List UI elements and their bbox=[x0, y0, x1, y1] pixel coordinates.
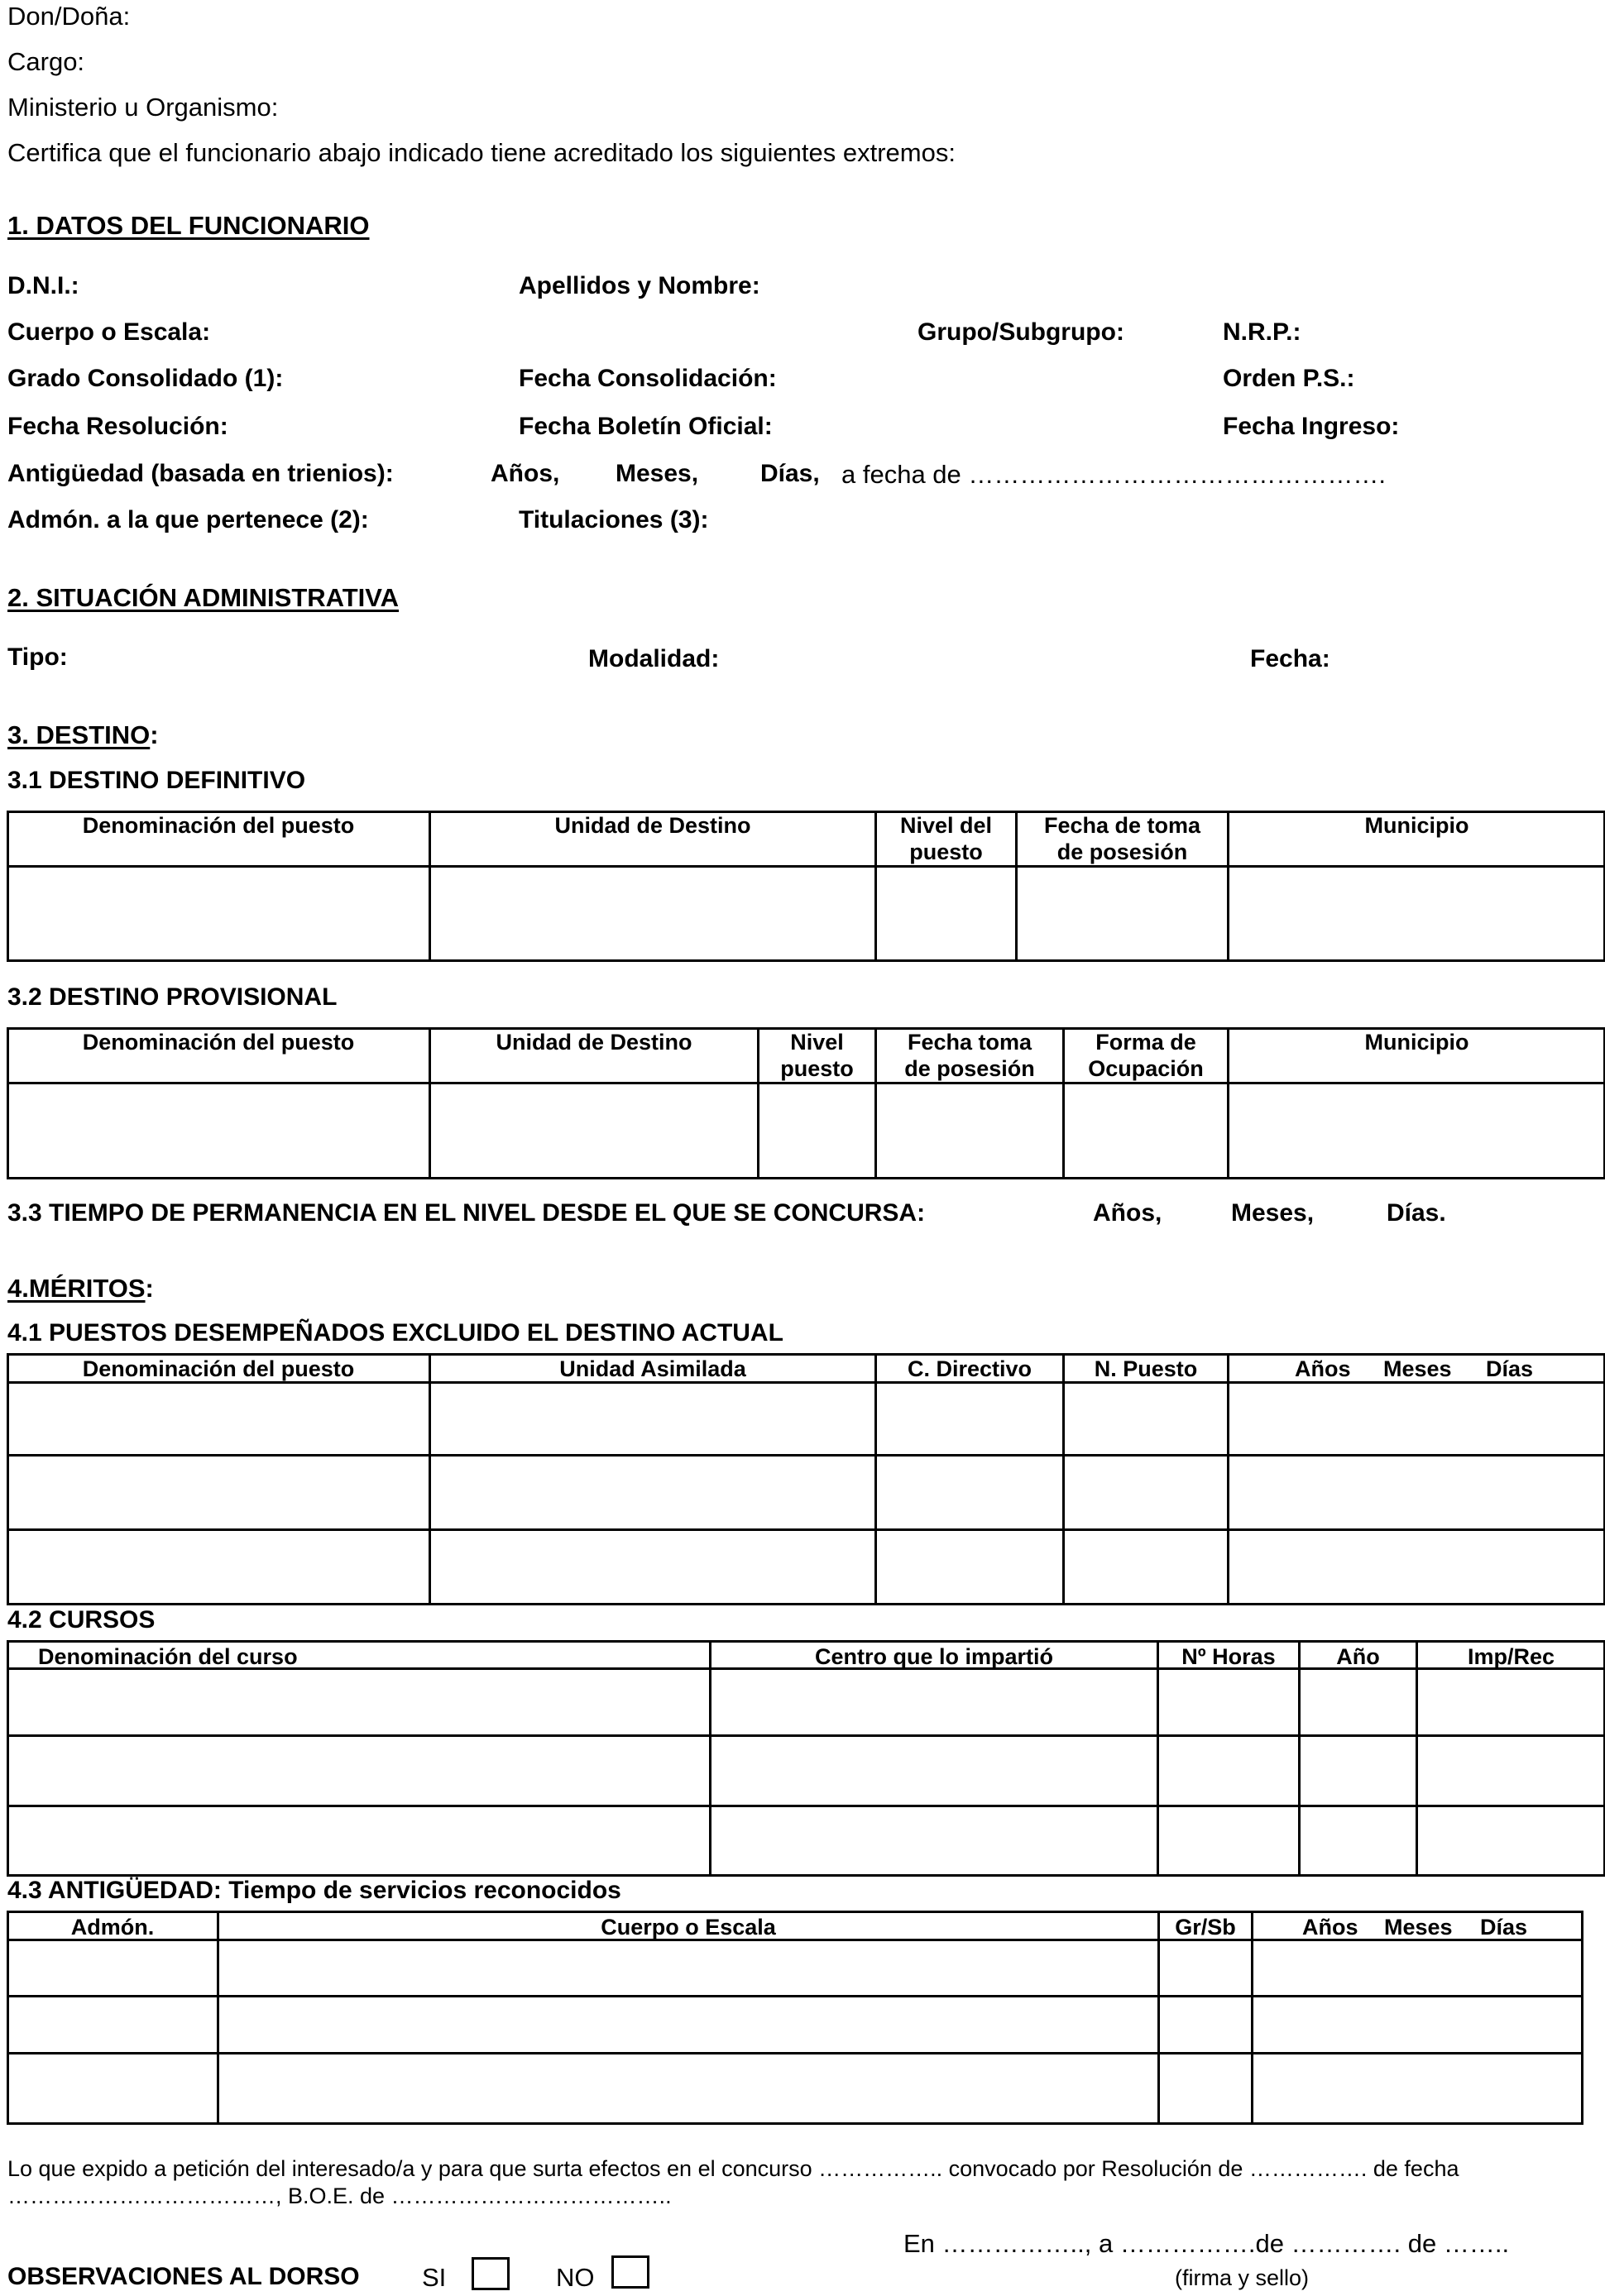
modalidad-label: Modalidad: bbox=[588, 645, 720, 672]
fecha-resolucion-label: Fecha Resolución: bbox=[7, 413, 228, 440]
col-admon: Admón. bbox=[70, 1915, 155, 1940]
section-3-colon: : bbox=[150, 720, 159, 749]
col-anos: Años bbox=[1302, 1915, 1358, 1940]
ministerio-label: Ministerio u Organismo: bbox=[7, 93, 279, 122]
antiguedad-table bbox=[7, 1911, 1583, 2125]
section-4-title bbox=[7, 1275, 154, 1301]
fecha-consolidacion-label: Fecha Consolidación: bbox=[519, 365, 777, 392]
col-forma-2: Ocupación bbox=[1088, 1056, 1204, 1081]
col-fecha-toma-2: de posesión bbox=[904, 1056, 1035, 1081]
col-unidad: Unidad de Destino bbox=[496, 1030, 692, 1055]
observaciones-label: OBSERVACIONES AL DORSO bbox=[7, 2263, 360, 2290]
col-fecha-toma-1: Fecha de toma bbox=[1043, 813, 1201, 838]
col-nivel-2: puesto bbox=[780, 1056, 854, 1081]
don-label: Don/Doña: bbox=[7, 2, 131, 31]
col-municipio: Municipio bbox=[1364, 1030, 1469, 1055]
section-3-title-text: 3. DESTINO bbox=[7, 720, 151, 749]
col-nivel-1: Nivel bbox=[790, 1030, 844, 1055]
permanencia-meses: Meses, bbox=[1231, 1199, 1315, 1227]
no-label: NO bbox=[556, 2263, 595, 2292]
col-cuerpo-escala: Cuerpo o Escala bbox=[601, 1915, 776, 1940]
puestos-title: 4.1 PUESTOS DESEMPEÑADOS EXCLUIDO EL DESTINO ACTUAL bbox=[7, 1319, 783, 1347]
firma-label: (firma y sello) bbox=[1175, 2265, 1310, 2290]
permanencia-title: 3.3 TIEMPO DE PERMANENCIA EN EL NIVEL DESDE EL QUE SE CONCURSA: bbox=[7, 1199, 926, 1227]
dni-label: D.N.I.: bbox=[7, 272, 79, 299]
orden-label: Orden P.S.: bbox=[1223, 365, 1355, 392]
tipo-label: Tipo: bbox=[7, 643, 68, 671]
col-denominacion: Denominación del puesto bbox=[82, 1356, 355, 1381]
col-imp-rec: Imp/Rec bbox=[1467, 1644, 1555, 1669]
lugar-fecha-line: En …………….., a …………….de …………. de …….. bbox=[903, 2229, 1510, 2258]
col-forma-1: Forma de bbox=[1095, 1030, 1196, 1055]
antiguedad-label: Antigüedad (basada en trienios): bbox=[7, 460, 394, 487]
si-label: SI bbox=[422, 2263, 447, 2292]
antiguedad-dias: Días, bbox=[760, 460, 820, 487]
si-checkbox[interactable] bbox=[472, 2257, 510, 2290]
col-ano: Año bbox=[1336, 1644, 1380, 1669]
antiguedad-meses: Meses, bbox=[616, 460, 699, 487]
section-3-title bbox=[7, 722, 159, 748]
fecha-label: Fecha: bbox=[1250, 645, 1330, 672]
admon-label: Admón. a la que pertenece (2): bbox=[7, 506, 369, 533]
certifica-text: Certifica que el funcionario abajo indicado tiene acreditado los siguientes extremos: bbox=[7, 138, 956, 167]
col-nivel-1: Nivel del bbox=[899, 813, 993, 838]
section-1-title: 1. DATOS DEL FUNCIONARIO bbox=[7, 211, 370, 240]
antiguedad-servicios-title: 4.3 ANTIGÜEDAD: Tiempo de servicios reconocidos bbox=[7, 1877, 621, 1904]
col-meses: Meses bbox=[1384, 1915, 1453, 1940]
col-fecha-toma-1: Fecha toma bbox=[907, 1030, 1032, 1055]
col-dias: Días bbox=[1486, 1356, 1534, 1381]
col-municipio: Municipio bbox=[1364, 813, 1469, 838]
col-nivel-2: puesto bbox=[909, 839, 983, 864]
section-4-colon: : bbox=[145, 1274, 154, 1303]
grado-label: Grado Consolidado (1): bbox=[7, 365, 284, 392]
fecha-boletin-label: Fecha Boletín Oficial: bbox=[519, 413, 773, 440]
expido-text-line1: Lo que expido a petición del interesado/a y para que surta efectos en el concurso …………….. convocado por Resolución de ……………. de fecha bbox=[7, 2156, 1459, 2181]
expido-text-line2: ………………………………, B.O.E. de ……………………………….. bbox=[7, 2184, 672, 2208]
antiguedad-anos: Años, bbox=[491, 460, 560, 487]
col-denominacion-curso: Denominación del curso bbox=[38, 1644, 298, 1669]
grupo-label: Grupo/Subgrupo: bbox=[917, 318, 1124, 346]
titulaciones-label: Titulaciones (3): bbox=[519, 506, 709, 533]
col-denominacion: Denominación del puesto bbox=[82, 1030, 355, 1055]
section-4-title-text: 4.MÉRITOS bbox=[7, 1274, 146, 1303]
no-checkbox[interactable] bbox=[611, 2255, 649, 2289]
col-centro: Centro que lo impartió bbox=[814, 1644, 1053, 1669]
section-2-title: 2. SITUACIÓN ADMINISTRATIVA bbox=[7, 583, 400, 612]
antiguedad-fecha: a fecha de …………………………………………. bbox=[841, 460, 1387, 489]
col-anos: Años bbox=[1295, 1356, 1351, 1381]
col-unidad: Unidad de Destino bbox=[554, 813, 751, 838]
col-meses: Meses bbox=[1383, 1356, 1452, 1381]
cuerpo-label: Cuerpo o Escala: bbox=[7, 318, 211, 346]
col-n-puesto: N. Puesto bbox=[1094, 1356, 1198, 1381]
col-dias: Días bbox=[1480, 1915, 1528, 1940]
puestos-table bbox=[7, 1353, 1605, 1605]
fecha-ingreso-label: Fecha Ingreso: bbox=[1223, 413, 1400, 440]
nrp-label: N.R.P.: bbox=[1223, 318, 1301, 346]
destino-provisional-title: 3.2 DESTINO PROVISIONAL bbox=[7, 983, 338, 1011]
col-gr-sb: Gr/Sb bbox=[1175, 1915, 1236, 1940]
permanencia-anos: Años, bbox=[1093, 1199, 1162, 1227]
destino-definitivo-title: 3.1 DESTINO DEFINITIVO bbox=[7, 767, 306, 794]
col-unidad-asimilada: Unidad Asimilada bbox=[559, 1356, 746, 1381]
col-denominacion: Denominación del puesto bbox=[82, 813, 355, 838]
cargo-label: Cargo: bbox=[7, 47, 85, 76]
col-c-directivo: C. Directivo bbox=[907, 1356, 1032, 1381]
cursos-table bbox=[7, 1640, 1605, 1877]
col-fecha-toma-2: de posesión bbox=[1056, 839, 1188, 864]
permanencia-dias: Días. bbox=[1387, 1199, 1446, 1227]
apellidos-label: Apellidos y Nombre: bbox=[519, 272, 760, 299]
col-horas: Nº Horas bbox=[1181, 1644, 1276, 1669]
cursos-title: 4.2 CURSOS bbox=[7, 1606, 156, 1634]
